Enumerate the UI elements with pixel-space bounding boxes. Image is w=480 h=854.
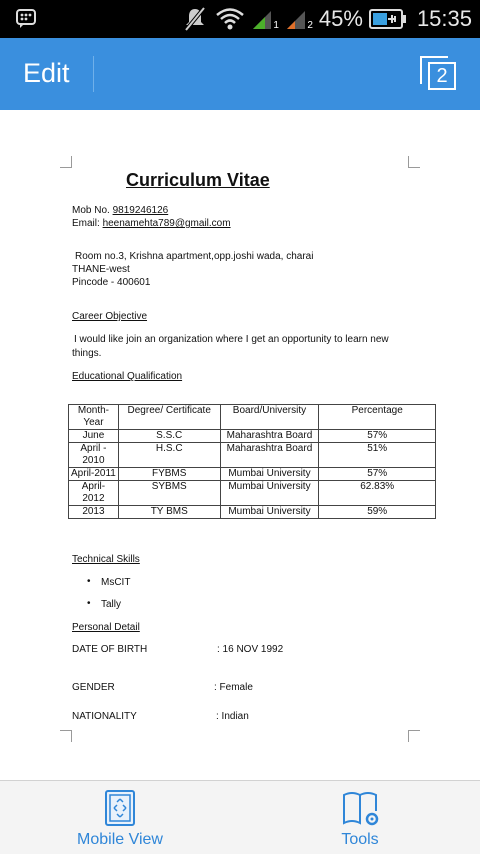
table-cell: Mumbai University bbox=[220, 481, 319, 506]
table-row bbox=[69, 430, 436, 443]
table-row bbox=[69, 506, 436, 519]
page-corner-top-left bbox=[60, 156, 72, 168]
page-corner-top-right bbox=[408, 156, 420, 168]
page-corner-bottom-right bbox=[408, 730, 420, 742]
mobile-line bbox=[72, 204, 168, 217]
page-count-button[interactable] bbox=[420, 56, 458, 92]
education-table bbox=[68, 404, 436, 519]
table-cell: H.S.C bbox=[118, 443, 220, 468]
gender-label: GENDER bbox=[72, 682, 115, 693]
sim1-label: 1 bbox=[273, 20, 279, 31]
table-header-cell: Month-Year bbox=[69, 405, 119, 430]
table-cell: SYBMS bbox=[118, 481, 220, 506]
signal-sim1-icon bbox=[251, 7, 277, 31]
skill-item: MsCIT bbox=[101, 577, 131, 588]
career-objective-heading: Career Objective bbox=[72, 311, 148, 322]
wifi-icon bbox=[215, 7, 245, 31]
email-label: Email: bbox=[72, 218, 103, 229]
career-objective-line-2: things. bbox=[72, 348, 102, 359]
status-bar bbox=[0, 0, 480, 38]
dob-value: : 16 NOV 1992 bbox=[217, 644, 284, 655]
mobile-view-icon bbox=[76, 789, 164, 827]
email-link[interactable]: heenamehta789@gmail.com bbox=[102, 218, 231, 229]
table-cell: Maharashtra Board bbox=[220, 443, 319, 468]
table-cell: Mumbai University bbox=[220, 506, 319, 519]
table-cell: 57% bbox=[319, 430, 436, 443]
personal-detail-heading: Personal Detail bbox=[72, 622, 140, 633]
mobile-number: 9819246126 bbox=[112, 205, 169, 216]
bottom-toolbar bbox=[0, 780, 480, 854]
table-cell: FYBMS bbox=[118, 468, 220, 481]
table-header-row bbox=[69, 405, 436, 430]
mobile-label: Mob No. bbox=[72, 205, 113, 216]
document-title: Curriculum Vitae bbox=[126, 170, 270, 190]
bbm-icon bbox=[16, 9, 36, 29]
address-line-3: Pincode - 400601 bbox=[72, 277, 151, 288]
table-cell: S.S.C bbox=[118, 430, 220, 443]
tools-button[interactable] bbox=[324, 789, 396, 849]
table-cell: 57% bbox=[319, 468, 436, 481]
table-cell: June bbox=[69, 430, 119, 443]
mobile-view-label: Mobile View bbox=[77, 831, 163, 848]
bullet-marker: • bbox=[87, 598, 91, 609]
email-line bbox=[72, 217, 231, 230]
table-row bbox=[69, 443, 436, 468]
battery-percent: 45% bbox=[318, 6, 363, 31]
signal-sim2-icon bbox=[285, 7, 311, 31]
document-view[interactable] bbox=[0, 110, 480, 780]
address-line-2: THANE-west bbox=[72, 264, 130, 275]
educational-qualification-heading: Educational Qualification bbox=[72, 371, 183, 382]
technical-skills-heading: Technical Skills bbox=[72, 554, 140, 565]
table-cell: April - 2010 bbox=[69, 443, 119, 468]
clock: 15:35 bbox=[416, 6, 472, 31]
table-header-cell: Board/University bbox=[220, 405, 319, 430]
address-line-1: Room no.3, Krishna apartment,opp.joshi wada, charai bbox=[75, 251, 314, 262]
page-count: 2 bbox=[428, 62, 456, 90]
gender-value: : Female bbox=[214, 682, 253, 693]
table-header-cell: Degree/ Certificate bbox=[118, 405, 220, 430]
skill-item: Tally bbox=[101, 599, 122, 610]
table-row bbox=[69, 468, 436, 481]
career-objective-line-1: I would like join an organization where I get an opportunity to learn new bbox=[74, 334, 389, 345]
table-cell: Maharashtra Board bbox=[220, 430, 319, 443]
table-cell: April-2012 bbox=[69, 481, 119, 506]
app-bar bbox=[0, 38, 480, 110]
sim2-label: 2 bbox=[307, 20, 313, 31]
table-cell: 59% bbox=[319, 506, 436, 519]
page-corner-bottom-left bbox=[60, 730, 72, 742]
mobile-view-button[interactable] bbox=[76, 789, 164, 849]
table-cell: April-2011 bbox=[69, 468, 119, 481]
edit-button[interactable]: Edit bbox=[23, 58, 70, 88]
dob-label: DATE OF BIRTH bbox=[72, 644, 148, 655]
battery-charging-icon bbox=[369, 8, 407, 30]
table-row bbox=[69, 481, 436, 506]
table-cell: Mumbai University bbox=[220, 468, 319, 481]
nationality-label: NATIONALITY bbox=[72, 711, 137, 722]
mute-icon bbox=[183, 6, 207, 32]
tools-label: Tools bbox=[341, 831, 379, 848]
table-cell: 62.83% bbox=[319, 481, 436, 506]
table-cell: TY BMS bbox=[118, 506, 220, 519]
nationality-value: : Indian bbox=[216, 711, 249, 722]
table-header-cell: Percentage bbox=[319, 405, 436, 430]
table-cell: 2013 bbox=[69, 506, 119, 519]
appbar-divider bbox=[93, 56, 94, 92]
bullet-marker: • bbox=[87, 576, 91, 587]
tools-book-icon bbox=[324, 789, 396, 827]
table-cell: 51% bbox=[319, 443, 436, 468]
